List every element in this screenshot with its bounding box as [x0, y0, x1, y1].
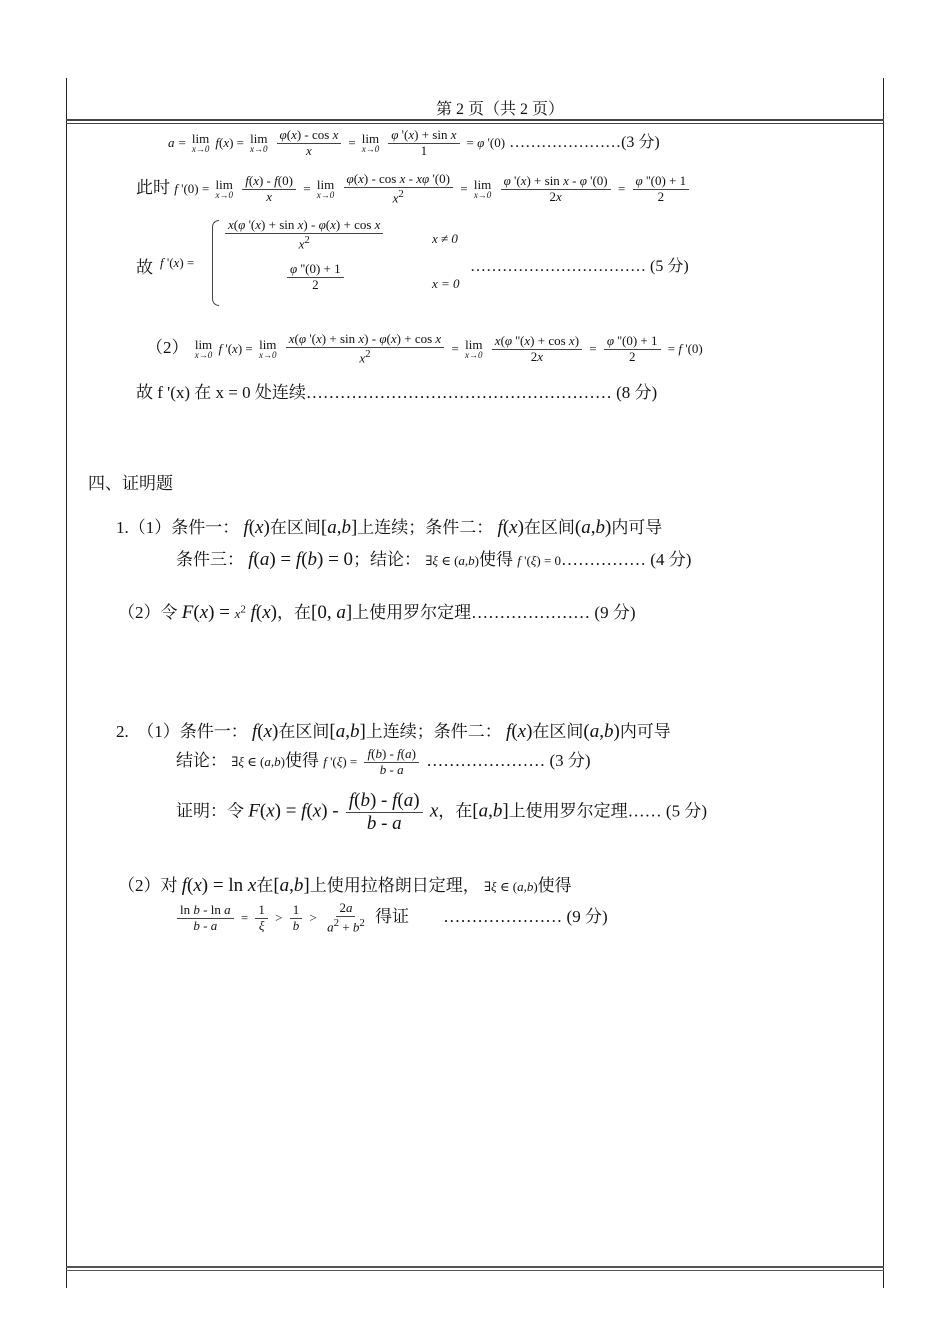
score: (5 分): [665, 801, 707, 821]
score: (3 分): [549, 751, 591, 770]
case-2: $\frac{\varphi ''(0) + 1}{2}$: [284, 262, 347, 293]
dots: …………………: [509, 134, 622, 152]
formula-a-line: a = lim x→0 f(x) = lim x→0 $\frac{\text{φ(x) - cos x}}{x}$ = lim x→0 $\frac{\text{φ '(x) + sin x}}{1}$ = φ '(0) …………………(3 分): [168, 127, 660, 158]
text: 上连续；条件二：: [357, 518, 494, 537]
case-1: $\frac{\text{x(φ '(x) + sin x) - φ(x) + cos x}}{x^2}$: [222, 218, 386, 252]
text: （2）令: [118, 603, 178, 622]
dots: ……………: [561, 550, 647, 569]
text: 内可导: [619, 722, 671, 741]
q1-line-3: （2）令 $F(x) = x^2$ f(x)，在[0, a]上使用罗尔定理………………… (9 分): [118, 602, 636, 623]
text: 上使用罗尔定理: [352, 603, 472, 622]
text: ；结论：: [353, 550, 422, 569]
q2-line-1: 2. （1）条件一： f(x)在区间[a,b]上连续；条件二： f(x)在区间(a,b)内可导: [116, 721, 671, 742]
dots: ………………………………………………: [305, 383, 612, 402]
q2-line-4: （2）对 f(x) = ln x在[a,b]上使用拉格朗日定理， ∃ξ ∈ (a,b)使得: [118, 875, 572, 896]
text: 在区间: [278, 722, 330, 741]
q2-line-3: 证明：令 F(x) = f(x) - $\frac{f(b) - f(a)}{b - a}$ x，在[a,b]上使用罗尔定理…… (5 分): [176, 790, 707, 834]
formula-2-line: （2） lim x→0 f '(x) = lim x→0 $\frac{\text{x(φ '(x) + sin x) - φ(x) + cos x}}{x^2}$ = lim x→0 $\frac{\text{x(φ ''(x) + cos x)}}{2x}$ = $\frac{\varphi ''(0) + 1}{2}$ = f '(0): [146, 331, 703, 366]
text: 证明：令: [176, 801, 244, 821]
gu-label: 故: [136, 258, 153, 277]
text: 使得: [479, 550, 513, 569]
score: (9 分): [566, 907, 608, 926]
text: ，在: [438, 801, 473, 821]
dots: ……………………………: [470, 258, 646, 275]
text: 上连续；条件二：: [365, 722, 502, 741]
continuity-text: 故 f '(x) 在 x = 0 处连续: [136, 383, 306, 402]
text: 在区间: [532, 722, 584, 741]
score: (9 分): [594, 603, 636, 622]
dots: …………………: [426, 751, 546, 770]
text: 在区间: [269, 518, 321, 537]
text: 得证: [375, 907, 410, 926]
part-2-label: （2）: [146, 338, 189, 357]
continuity-line: [136, 378, 657, 403]
piecewise-brace: [212, 220, 219, 306]
fprime-eq: f '(x) =: [160, 255, 195, 270]
text: 2. （1）条件一：: [116, 722, 248, 741]
text: 结论：: [176, 751, 227, 770]
section-title: 四、证明题: [88, 474, 173, 493]
text: 在: [256, 876, 274, 895]
q1-line-1: 1.（1）条件一： f(x)在区间[a,b]上连续；条件二： f(x)在区间(a,b)内可导: [116, 517, 663, 538]
formula-cishi-line: 此时 f '(0) = lim x→0 $\frac{f(x) - f(0)}{x}$ = lim x→0 $\frac{\text{φ(x) - cos x - xφ '(0)}}{x^2}$ = lim x→0 $\frac{\text{φ '(x) + sin x - φ '(0)}}{2x}$ = $\frac{\varphi ''(0) + 1}{2}$: [136, 172, 692, 206]
footer-rule-thin: [66, 1270, 884, 1271]
text: ，在: [277, 603, 311, 622]
case-1-cond: x ≠ 0: [432, 231, 458, 246]
page-header: 第 2 页（共 2 页）: [436, 101, 565, 118]
header-rule-thin: [66, 123, 884, 124]
text: 在区间: [523, 518, 575, 537]
text: 上使用罗尔定理: [508, 801, 628, 821]
dots: ……: [627, 801, 662, 821]
text: （2）对: [118, 876, 178, 895]
text: 1.（1）条件一：: [116, 518, 240, 537]
score: (3 分): [621, 134, 660, 152]
gu-score: [470, 253, 689, 276]
text: 内可导: [611, 518, 663, 537]
text: 条件三：: [176, 550, 244, 569]
score: (8 分): [616, 383, 658, 402]
footer-rule: [66, 1266, 884, 1268]
left-border: [66, 78, 67, 1288]
right-border: [883, 78, 884, 1288]
case-2-cond: x = 0: [432, 276, 460, 291]
q2-line-2: 结论： ∃ξ ∈ (a,b)使得 f '(ξ) = $\frac{f(b) - f(a)}{b - a}$ ………………… (3 分): [176, 745, 591, 777]
text: 上使用拉格朗日定理，: [309, 876, 480, 895]
q1-line-2: 条件三： f(a) = f(b) = 0；结论： ∃ξ ∈ (a,b)使得 f '(ξ) = 0…………… (4 分): [176, 549, 692, 570]
text: 使得: [537, 876, 572, 895]
header-rule: [66, 119, 884, 121]
cishi-label: 此时: [136, 178, 170, 197]
dots: …………………: [471, 603, 591, 622]
q2-line-5: $\frac{\text{ln b - ln a}}{b - a}$ = $\frac{1}{\xi}$ > $\frac{1}{b}$ > $\frac{2a}{a^2 + b^2}$ 得证 ………………… (9 分): [174, 901, 608, 935]
score: (5 分): [650, 258, 689, 275]
text: 使得: [284, 751, 319, 770]
dots: …………………: [443, 907, 563, 926]
score: (4 分): [650, 550, 692, 569]
